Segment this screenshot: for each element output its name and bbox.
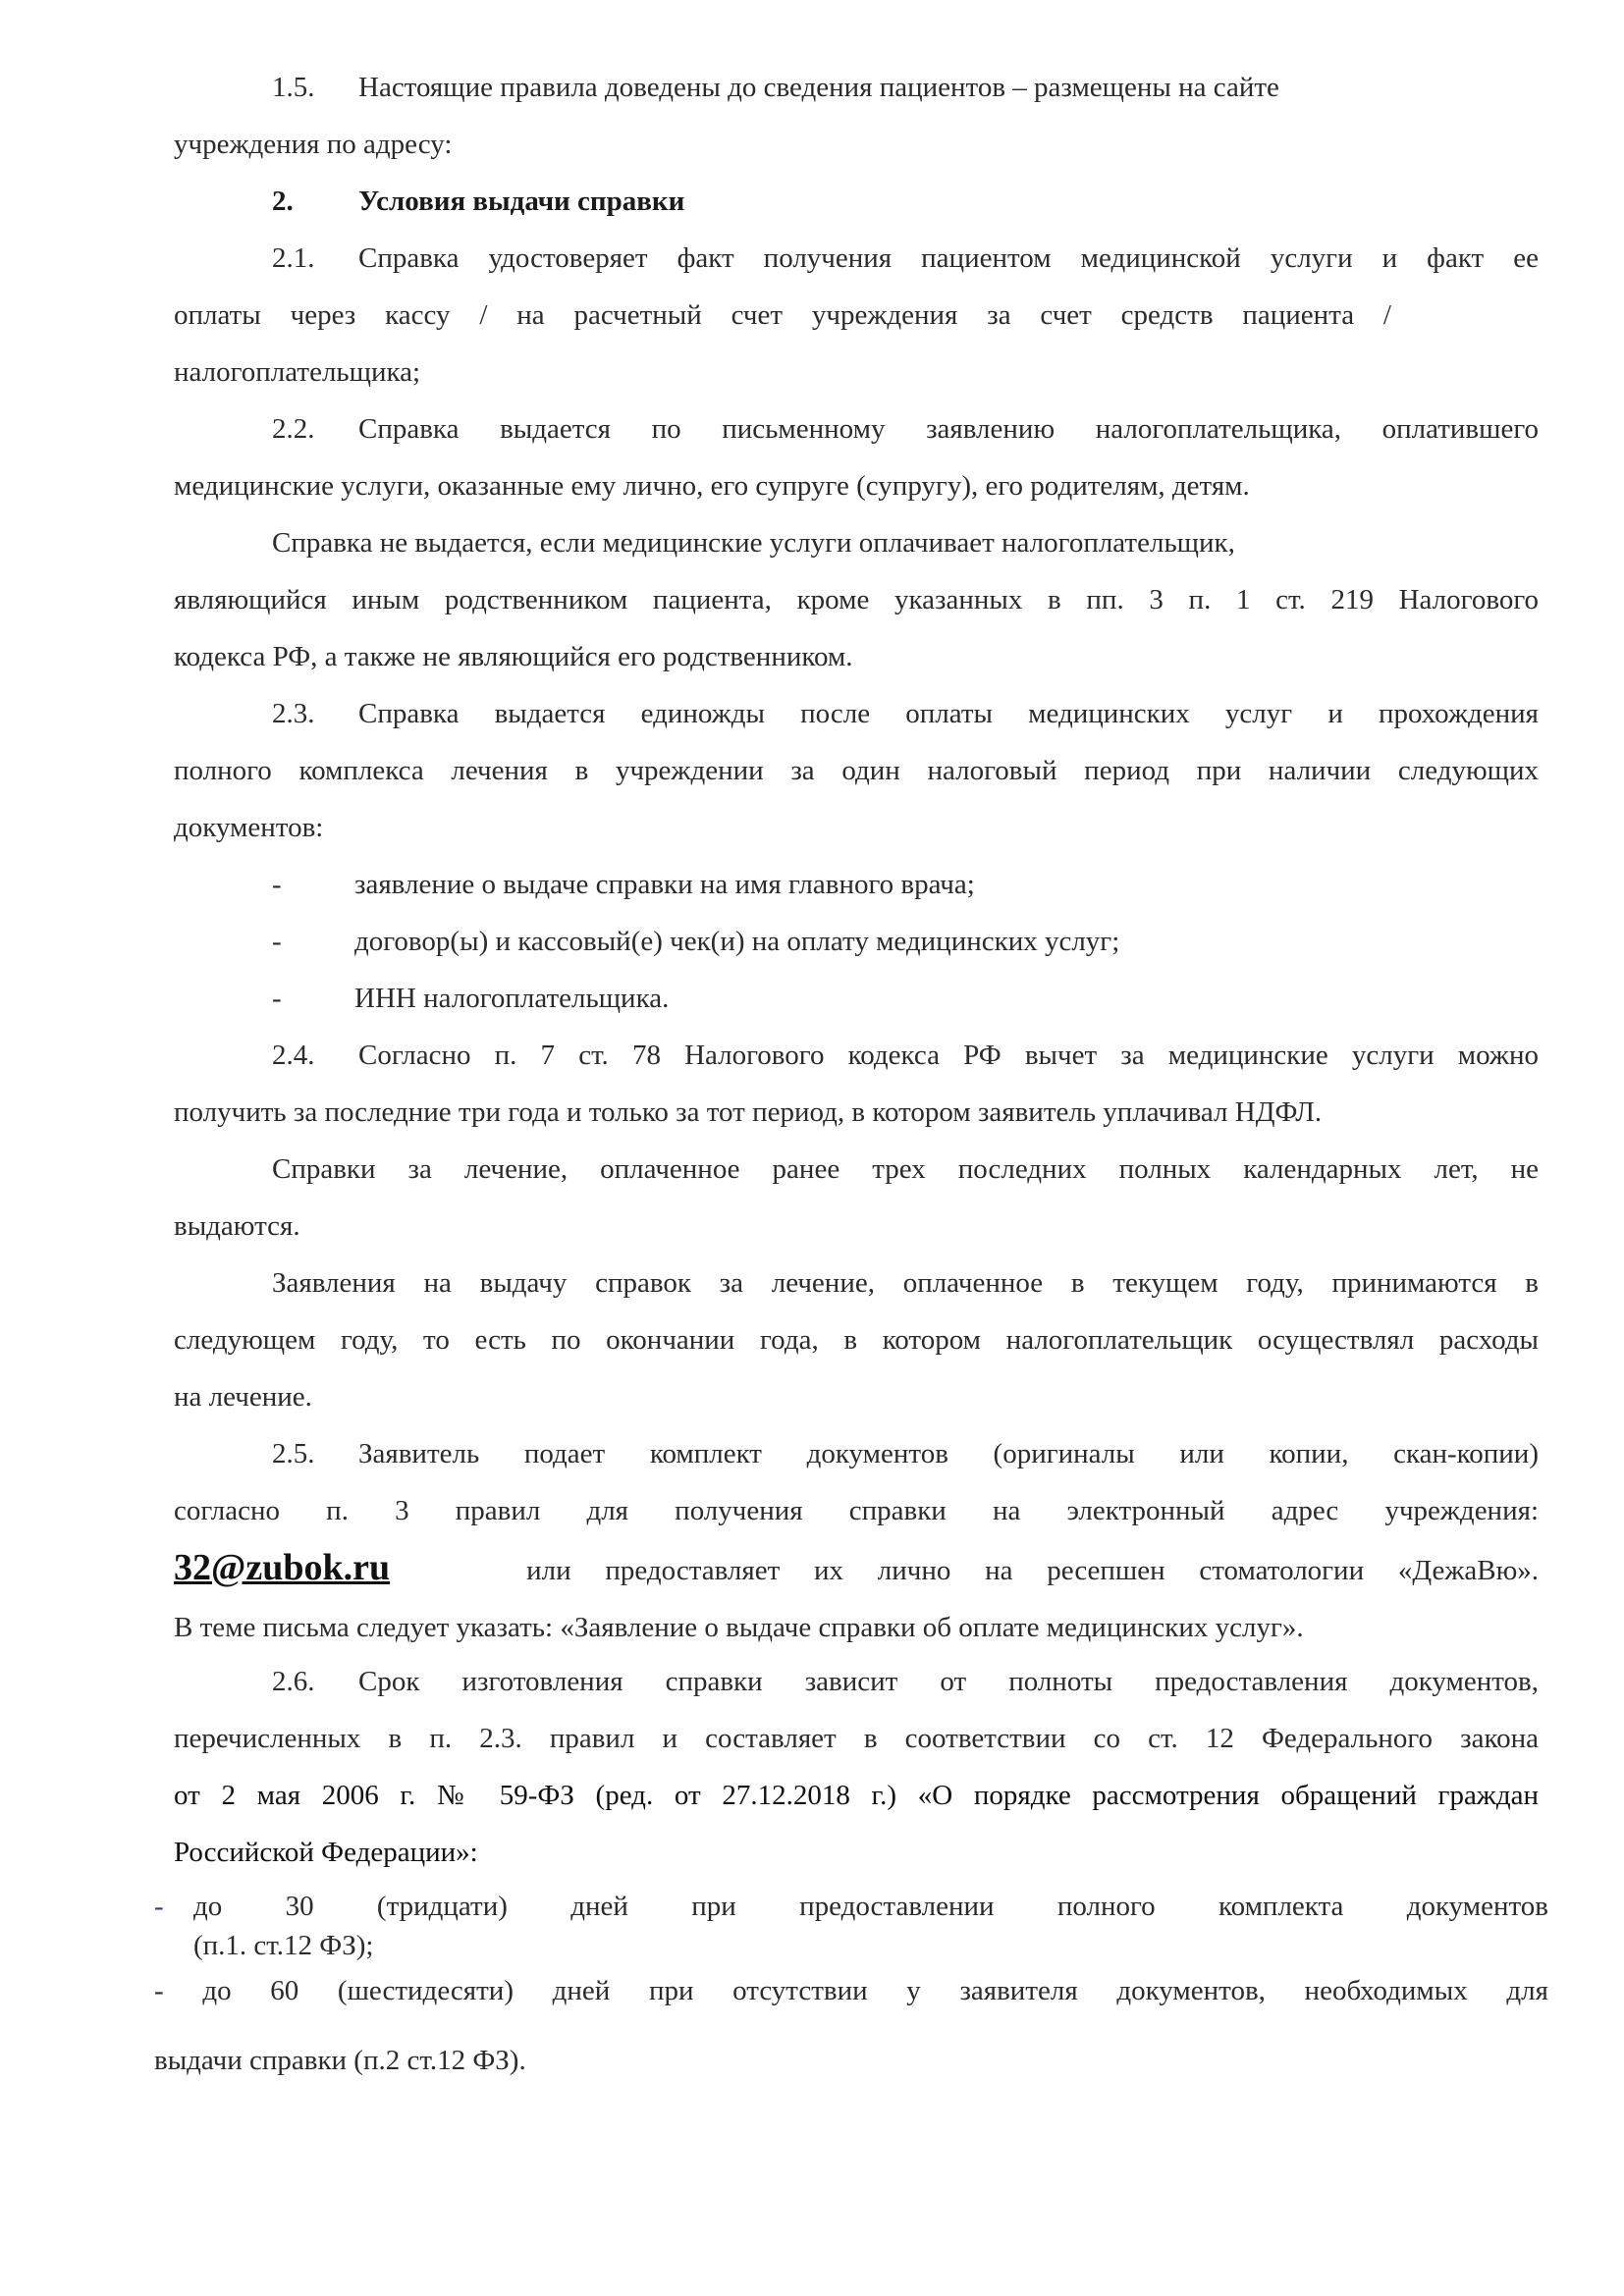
paragraph-text: Заявления на выдачу справок за лечение, оплаченное в текущем году, принимаются в — [272, 1267, 1539, 1299]
list-dash: - — [272, 983, 282, 1014]
list-item-text: договор(ы) и кассовый(е) чек(и) на оплату медицинских услуг; — [354, 926, 1120, 957]
section-heading — [174, 173, 1539, 230]
term-item-1 — [154, 1887, 1548, 1965]
paragraph-text: Справка удостоверяет факт получения пациентом медицинской услуги и факт ее — [358, 242, 1539, 274]
paragraph-text: полного комплекса лечения в учреждении за один налоговый период при наличии следующих — [174, 755, 1539, 786]
paragraph-2-6 — [174, 1653, 1539, 1881]
paragraph-text: Согласно п. 7 ст. 78 Налогового кодекса РФ вычет за медицинские услуги можно — [358, 1040, 1539, 1071]
paragraph-number: 2.6. — [272, 1666, 315, 1697]
paragraph-text: перечисленных в п. 2.3. правил и составляет в соответствии со ст. 12 Федерального закона — [174, 1723, 1539, 1754]
paragraph-text: оплаты через кассу / на расчетный счет учреждения за счет средств пациента / — [174, 299, 1391, 331]
paragraph-number: 1.5. — [272, 72, 315, 103]
paragraph-number: 2.3. — [272, 698, 315, 729]
paragraph-text: кодекса РФ, а также не являющийся его родственником. — [174, 641, 853, 672]
paragraph-2-5 — [174, 1425, 1539, 1656]
paragraph-text: получить за последние три года и только за тот период, в котором заявитель уплачивал НДФЛ. — [174, 1096, 1323, 1128]
paragraph-text: Заявитель подает комплект документов (оригиналы или копии, скан-копии) — [358, 1438, 1539, 1469]
paragraph-1-5 — [174, 59, 1539, 173]
email-link[interactable]: 32@zubok.ru — [174, 1547, 391, 1588]
term-text: до 30 (тридцати) дней при предоставлении полного комплекта документов — [193, 1891, 1548, 1922]
list-dash: - — [272, 926, 282, 957]
section-title: Условия выдачи справки — [358, 186, 685, 217]
list-item-text: заявление о выдаче справки на имя главного врача; — [354, 869, 975, 900]
list-dash: - — [154, 1891, 164, 1922]
paragraph-2-2 — [174, 400, 1539, 514]
paragraph-text: Справка не выдается, если медицинские услуги оплачивает налогоплательщик, — [272, 527, 1235, 559]
paragraph-text: Российской Федерации»: — [174, 1837, 478, 1868]
paragraph-text: от 2 мая 2006 г. № 59-ФЗ (ред. от 27.12.2018 г.) «О порядке рассмотрения обращений граждан — [174, 1780, 1539, 1811]
paragraph-text: Справки за лечение, оплаченное ранее трех последних полных календарных лет, не — [272, 1153, 1539, 1185]
paragraph-number: 2.4. — [272, 1040, 315, 1071]
paragraph-text: Настоящие правила доведены до сведения пациентов – размещены на сайте — [358, 72, 1279, 103]
list-item — [174, 970, 1539, 1027]
paragraph-text: являющийся иным родственником пациента, кроме указанных в пп. 3 п. 1 ст. 219 Налогового — [174, 584, 1539, 615]
paragraph-text: выдаются. — [174, 1210, 300, 1242]
list-item — [174, 856, 1539, 913]
paragraph-text: Справка выдается по письменному заявлению налогоплательщика, оплатившего — [358, 413, 1539, 445]
paragraph-text: В теме письма следует указать: «Заявление о выдаче справки об оплате медицинских услуг». — [174, 1612, 1304, 1643]
paragraph-2-3 — [174, 685, 1539, 856]
paragraph-text: медицинские услуги, оказанные ему лично, его супруге (супругу), его родителям, детям. — [174, 470, 1250, 502]
paragraph-text: на лечение. — [174, 1381, 312, 1413]
list-item-text: ИНН налогоплательщика. — [354, 983, 670, 1014]
paragraph-text: налогоплательщика; — [174, 356, 421, 388]
paragraph-2-4-note-2 — [174, 1255, 1539, 1425]
required-documents-list — [174, 856, 1539, 1027]
paragraph-text: следующем году, то есть по окончании года, в котором налогоплательщик осуществлял расходы — [174, 1324, 1539, 1356]
paragraph-text: учреждения по адресу: — [174, 129, 453, 160]
paragraph-number: 2.5. — [272, 1438, 315, 1469]
paragraph-2-1 — [174, 230, 1539, 400]
paragraph-text: согласно п. 3 правил для получения справки на электронный адрес учреждения: — [174, 1495, 1539, 1526]
term-text: выдачи справки (п.2 ст.12 ФЗ). — [154, 2045, 526, 2076]
list-item — [174, 913, 1539, 970]
term-item-2 — [154, 1969, 1548, 2082]
paragraph-2-4 — [174, 1027, 1539, 1141]
paragraph-number: 2.1. — [272, 242, 315, 274]
paragraph-text: Срок изготовления справки зависит от полноты предоставления документов, — [358, 1666, 1539, 1697]
section-number: 2. — [272, 186, 294, 217]
list-dash: - — [272, 869, 282, 900]
paragraph-text: Справка выдается единожды после оплаты медицинских услуг и прохождения — [358, 698, 1539, 729]
paragraph-text: документов: — [174, 812, 324, 843]
paragraph-2-2-note — [174, 514, 1539, 685]
term-text: (п.1. ст.12 ФЗ); — [193, 1930, 374, 1961]
paragraph-2-4-note-1 — [174, 1141, 1539, 1255]
term-text: - до 60 (шестидесяти) дней при отсутствии у заявителя документов, необходимых для — [154, 1975, 1548, 2006]
paragraph-number: 2.2. — [272, 413, 315, 445]
paragraph-text: или предоставляет их лично на ресепшен стоматологии «ДежаВю». — [526, 1555, 1540, 1586]
